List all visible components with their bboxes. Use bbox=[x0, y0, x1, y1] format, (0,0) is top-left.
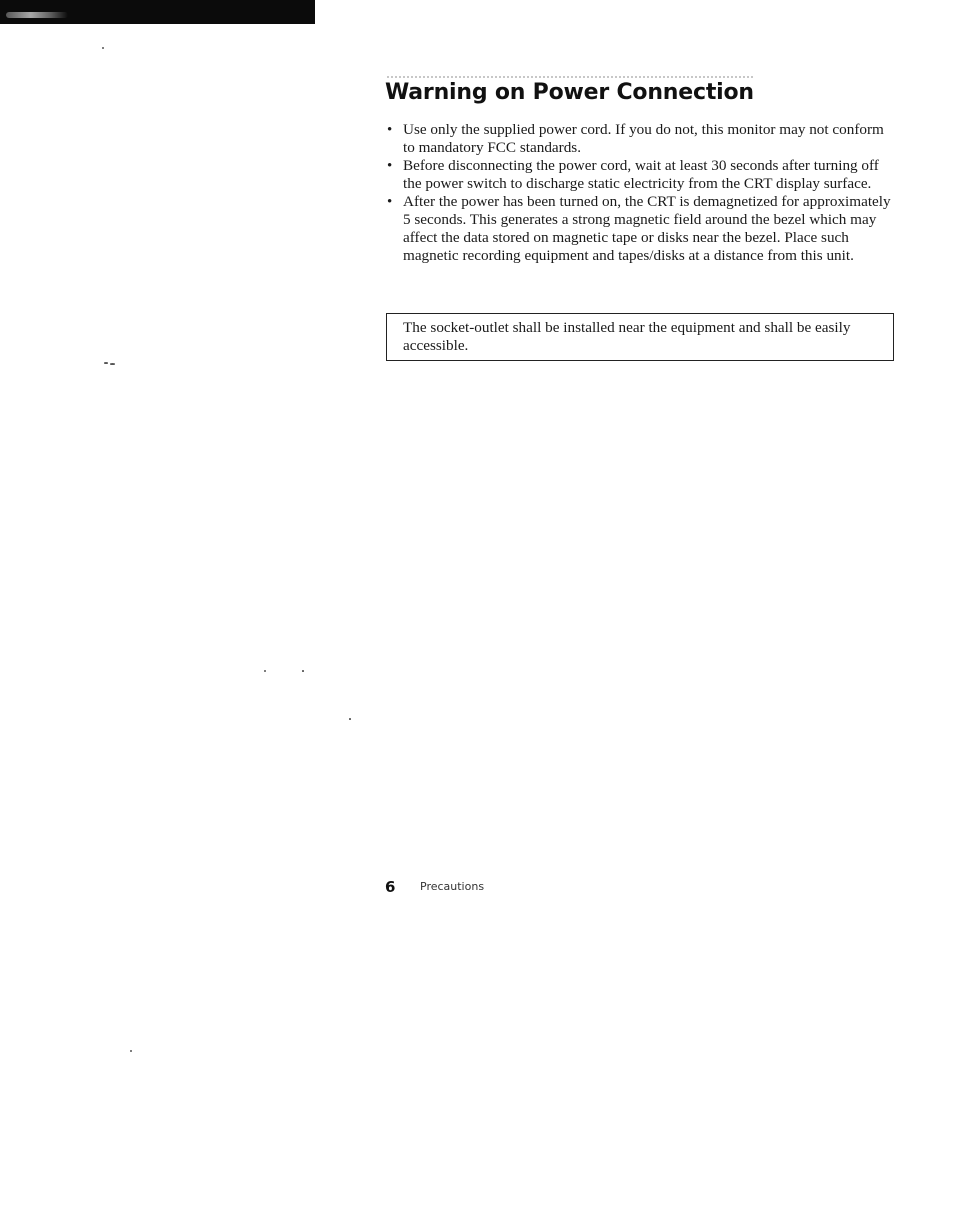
footer-section-name: Precautions bbox=[420, 880, 485, 893]
scan-speck bbox=[104, 362, 108, 364]
scan-speck bbox=[264, 670, 266, 672]
list-item bbox=[386, 193, 892, 265]
list-item-text: After the power has been turned on, the CRT is demagnetized for approximately 5 seconds. This generates a strong magnetic field around the bezel which may affect the data stored on magnetic tape or disks near the bezel. Place such magnetic recording equipment and tapes/disks at a distance from this unit. bbox=[403, 193, 891, 264]
list-item-text: Use only the supplied power cord. If you do not, this monitor may not conform to mandatory FCC standards. bbox=[403, 121, 884, 156]
note-text: The socket-outlet shall be installed near the equipment and shall be easily accessible. bbox=[403, 319, 851, 354]
bullet-marker: • bbox=[387, 194, 393, 210]
title-rule bbox=[386, 75, 754, 79]
list-item-text: Before disconnecting the power cord, wait at least 30 seconds after turning off the power switch to discharge static electricity from the CRT display surface. bbox=[403, 157, 879, 192]
bullet-marker: • bbox=[387, 122, 393, 138]
list-item bbox=[386, 121, 892, 157]
scan-speck bbox=[110, 363, 115, 365]
header-bar-scan-artifact bbox=[6, 12, 68, 18]
precaution-list bbox=[386, 121, 892, 265]
page-number: 6 bbox=[385, 878, 396, 896]
scan-speck bbox=[130, 1050, 132, 1052]
bullet-marker: • bbox=[387, 158, 393, 174]
section-title: Warning on Power Connection bbox=[385, 80, 754, 105]
header-bar bbox=[0, 0, 315, 24]
scan-speck bbox=[302, 670, 304, 672]
note-box bbox=[386, 313, 894, 361]
scan-speck bbox=[102, 47, 104, 49]
scan-speck bbox=[349, 718, 351, 720]
list-item bbox=[386, 157, 892, 193]
